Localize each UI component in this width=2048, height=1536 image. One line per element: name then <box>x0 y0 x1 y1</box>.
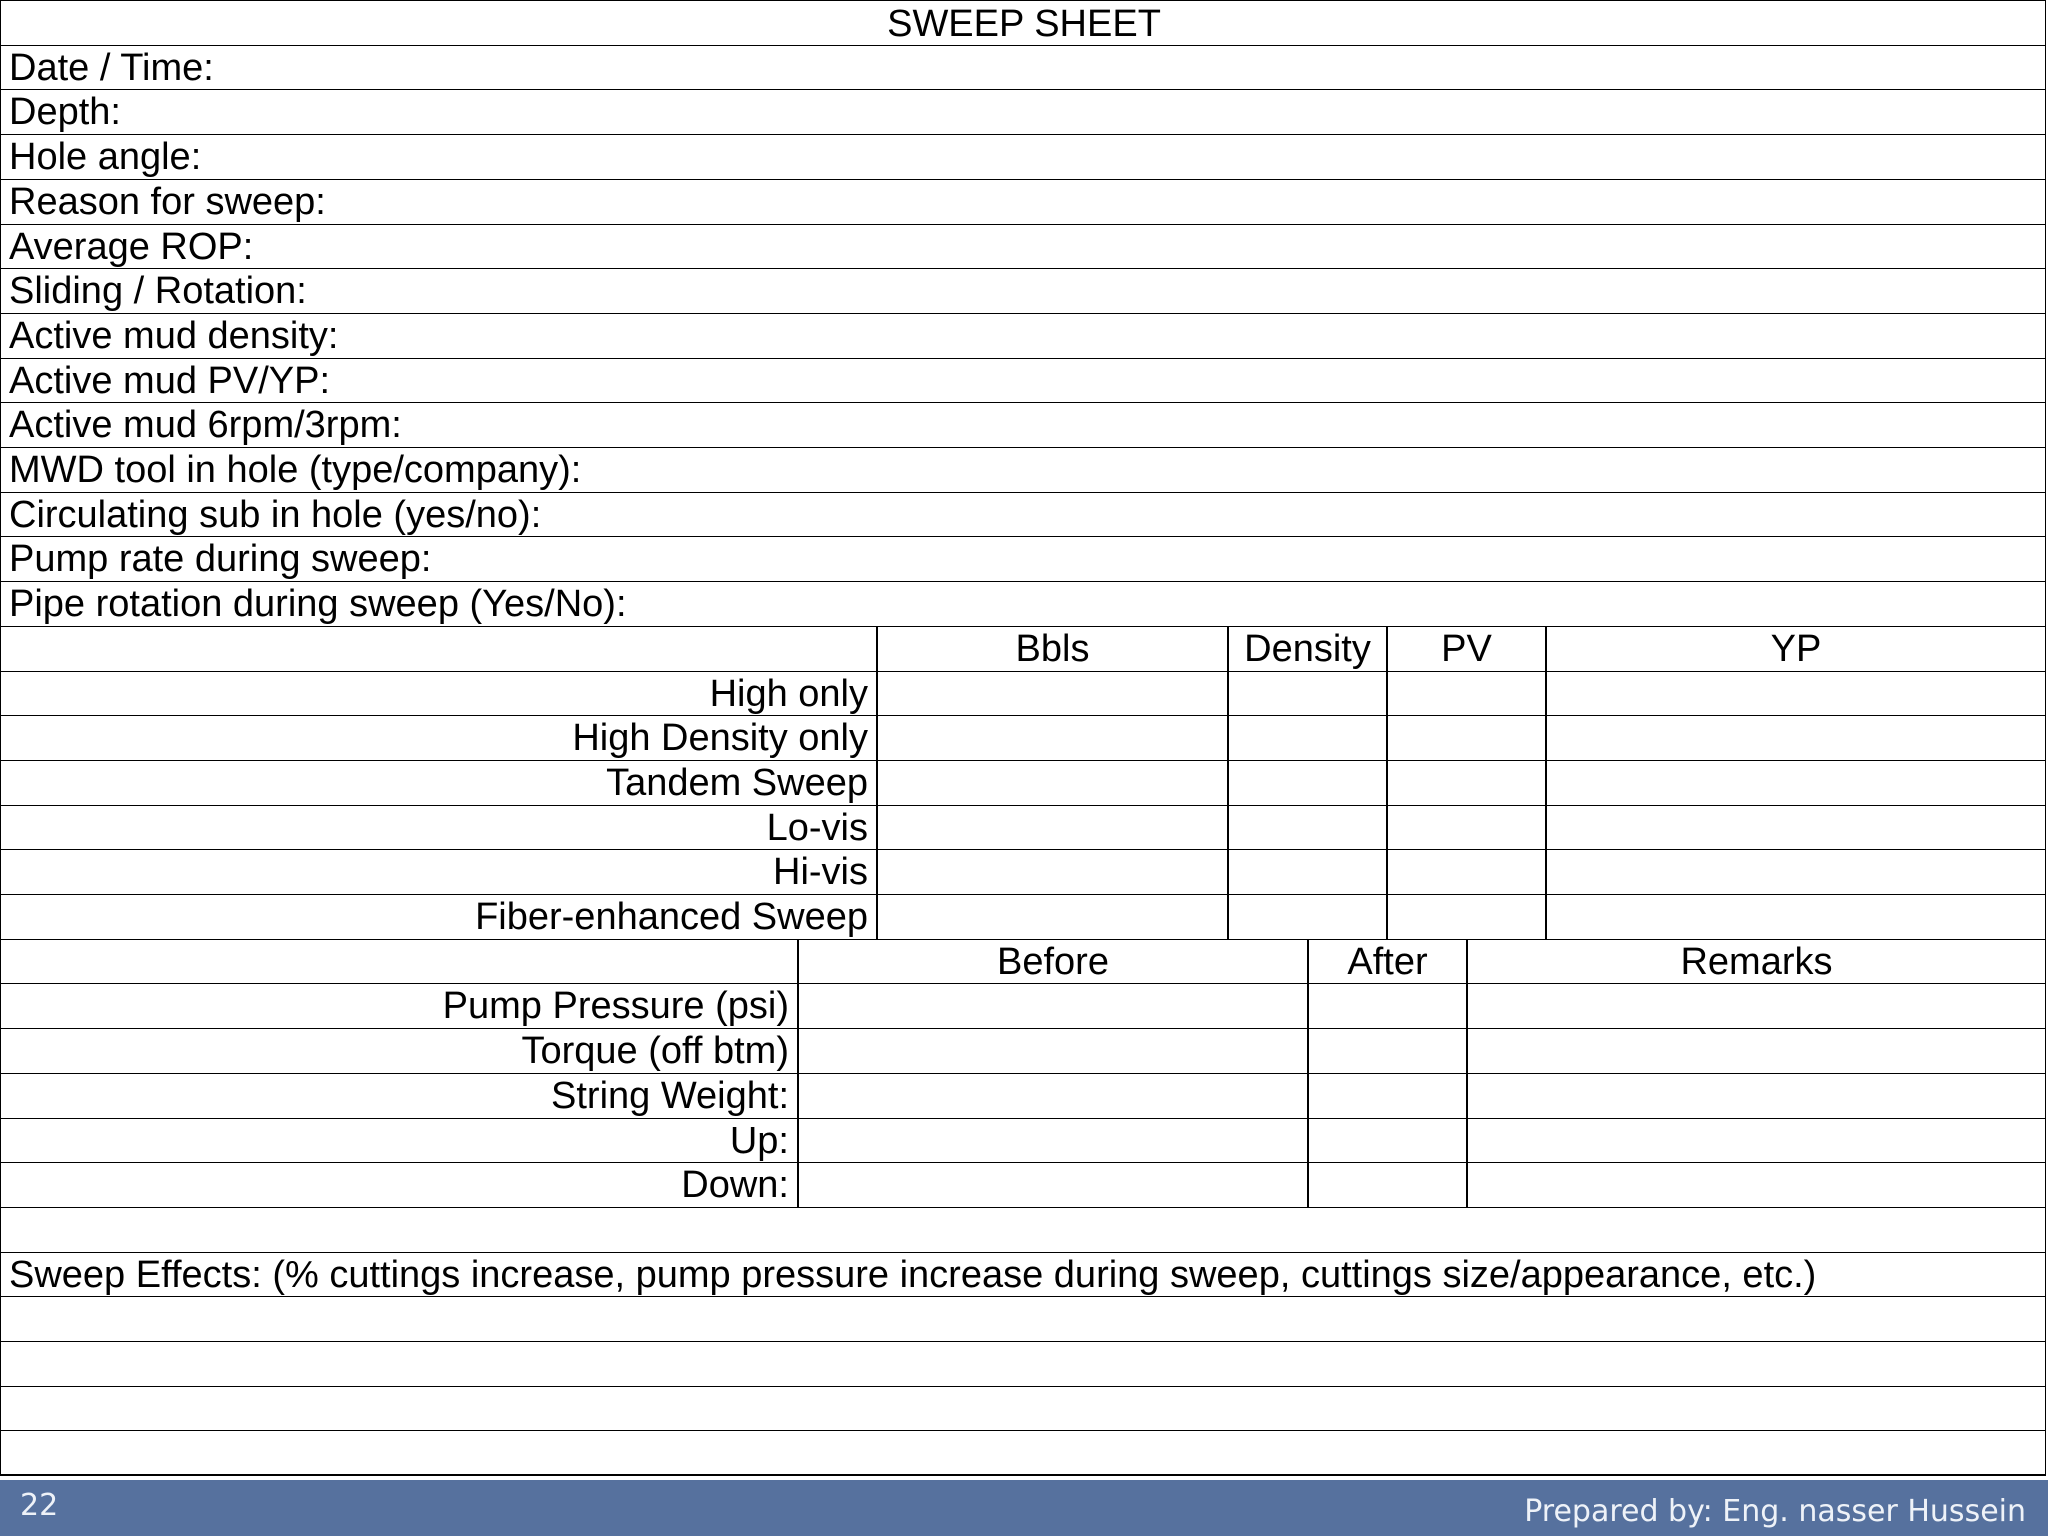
before-cell[interactable] <box>797 1119 1307 1163</box>
bbls-cell[interactable] <box>876 761 1227 805</box>
density-cell[interactable] <box>1227 672 1386 716</box>
header-density: Density <box>1227 627 1386 671</box>
before-cell[interactable] <box>797 1074 1307 1118</box>
info-row-mud-pv-yp[interactable] <box>0 358 2046 403</box>
info-label: Circulating sub in hole (yes/no): <box>9 493 542 536</box>
pressure-row-string-weight <box>0 1073 2046 1118</box>
header-bbls: Bbls <box>876 627 1227 671</box>
info-label: Depth: <box>9 91 121 134</box>
parameter-label: Up: <box>729 1119 789 1162</box>
parameter-label: Pump Pressure (psi) <box>442 985 789 1028</box>
info-row-mud-rpm[interactable] <box>0 402 2046 447</box>
sweep-type-label: Tandem Sweep <box>606 761 868 804</box>
sweep-type-label: High Density only <box>572 717 868 760</box>
sweep-row-lo-vis <box>0 805 2046 850</box>
sweep-row-fiber-enhanced <box>0 894 2046 939</box>
info-label: Active mud 6rpm/3rpm: <box>9 404 402 447</box>
before-cell[interactable] <box>797 1163 1307 1207</box>
title-row <box>0 0 2046 45</box>
info-row-pipe-rotation[interactable] <box>0 581 2046 626</box>
info-row-circulating-sub[interactable] <box>0 492 2046 537</box>
pv-cell[interactable] <box>1386 850 1545 894</box>
header-pv: PV <box>1386 627 1545 671</box>
parameter-label: Torque (off btm) <box>521 1030 789 1073</box>
info-label: MWD tool in hole (type/company): <box>9 449 582 491</box>
info-label: Reason for sweep: <box>9 180 326 223</box>
density-cell[interactable] <box>1227 761 1386 805</box>
density-cell[interactable] <box>1227 850 1386 894</box>
density-cell[interactable] <box>1227 895 1386 939</box>
yp-cell[interactable] <box>1545 716 2045 760</box>
sweep-type-label: Fiber-enhanced Sweep <box>475 896 868 938</box>
info-label: Active mud density: <box>9 314 339 357</box>
effects-line-3[interactable] <box>0 1386 2046 1431</box>
remarks-cell[interactable] <box>1466 984 2045 1028</box>
before-cell[interactable] <box>797 1029 1307 1073</box>
yp-cell[interactable] <box>1545 895 2045 939</box>
remarks-cell[interactable] <box>1466 1119 2045 1163</box>
header-remarks: Remarks <box>1466 940 2045 984</box>
sweep-row-high-density-only <box>0 715 2046 760</box>
info-row-pump-rate[interactable] <box>0 536 2046 581</box>
info-label: Sliding / Rotation: <box>9 270 307 313</box>
info-row-date-time[interactable] <box>0 45 2046 90</box>
info-label: Date / Time: <box>9 46 214 89</box>
parameter-label: String Weight: <box>551 1074 789 1117</box>
effects-line-1[interactable] <box>0 1296 2046 1341</box>
pv-cell[interactable] <box>1386 806 1545 850</box>
after-cell[interactable] <box>1307 1163 1466 1207</box>
header-before: Before <box>797 940 1307 984</box>
sweep-effects-label: Sweep Effects: (% cuttings increase, pump pressure increase during sweep, cuttings size/appearance, etc.) <box>9 1253 1817 1296</box>
effects-line-2[interactable] <box>0 1341 2046 1386</box>
info-row-average-rop[interactable] <box>0 224 2046 269</box>
pv-cell[interactable] <box>1386 716 1545 760</box>
info-row-mud-density[interactable] <box>0 313 2046 358</box>
header-after: After <box>1307 940 1466 984</box>
after-cell[interactable] <box>1307 1119 1466 1163</box>
pressure-row-torque <box>0 1028 2046 1073</box>
footer-bar <box>0 1480 2048 1536</box>
info-label: Pump rate during sweep: <box>9 538 432 581</box>
pressure-row-pump-pressure <box>0 983 2046 1028</box>
sweep-type-label: Lo-vis <box>766 806 868 849</box>
remarks-cell[interactable] <box>1466 1074 2045 1118</box>
bbls-cell[interactable] <box>876 895 1227 939</box>
yp-cell[interactable] <box>1545 672 2045 716</box>
bbls-cell[interactable] <box>876 716 1227 760</box>
density-cell[interactable] <box>1227 806 1386 850</box>
info-row-sliding-rotation[interactable] <box>0 268 2046 313</box>
page-number: 22 <box>20 1488 59 1523</box>
info-row-hole-angle[interactable] <box>0 134 2046 179</box>
sweep-row-tandem <box>0 760 2046 805</box>
pressure-header-blank <box>1 940 797 984</box>
sweep-effects-row <box>0 1252 2046 1297</box>
header-yp: YP <box>1545 627 2045 671</box>
sweep-type-label: Hi-vis <box>773 851 868 894</box>
sweep-type-label: High only <box>709 672 868 715</box>
info-row-reason[interactable] <box>0 179 2046 224</box>
bbls-cell[interactable] <box>876 672 1227 716</box>
yp-cell[interactable] <box>1545 850 2045 894</box>
info-row-depth[interactable] <box>0 89 2046 134</box>
sweep-header-blank <box>1 627 876 671</box>
bbls-cell[interactable] <box>876 850 1227 894</box>
sweep-table-header <box>0 626 2046 671</box>
info-label: Pipe rotation during sweep (Yes/No): <box>9 583 627 626</box>
sheet-title: SWEEP SHEET <box>887 3 1161 45</box>
pv-cell[interactable] <box>1386 672 1545 716</box>
yp-cell[interactable] <box>1545 761 2045 805</box>
info-label: Active mud PV/YP: <box>9 359 331 402</box>
pv-cell[interactable] <box>1386 895 1545 939</box>
remarks-cell[interactable] <box>1466 1029 2045 1073</box>
author-credit: Prepared by: Eng. nasser Hussein <box>1524 1494 2026 1529</box>
pv-cell[interactable] <box>1386 761 1545 805</box>
info-label: Average ROP: <box>9 225 254 268</box>
parameter-label: Down: <box>681 1164 789 1207</box>
after-cell[interactable] <box>1307 1029 1466 1073</box>
info-row-mwd-tool[interactable] <box>0 447 2046 492</box>
after-cell[interactable] <box>1307 1074 1466 1118</box>
density-cell[interactable] <box>1227 716 1386 760</box>
yp-cell[interactable] <box>1545 806 2045 850</box>
pressure-row-up <box>0 1118 2046 1163</box>
pressure-row-down <box>0 1162 2046 1207</box>
before-cell[interactable] <box>797 984 1307 1028</box>
sweep-row-high-only <box>0 671 2046 716</box>
info-label: Hole angle: <box>9 136 202 179</box>
remarks-cell[interactable] <box>1466 1163 2045 1207</box>
sweep-row-hi-vis <box>0 849 2046 894</box>
after-cell[interactable] <box>1307 984 1466 1028</box>
effects-line-4[interactable] <box>0 1430 2046 1476</box>
bbls-cell[interactable] <box>876 806 1227 850</box>
blank-row[interactable] <box>0 1207 2046 1252</box>
pressure-table-header <box>0 939 2046 984</box>
